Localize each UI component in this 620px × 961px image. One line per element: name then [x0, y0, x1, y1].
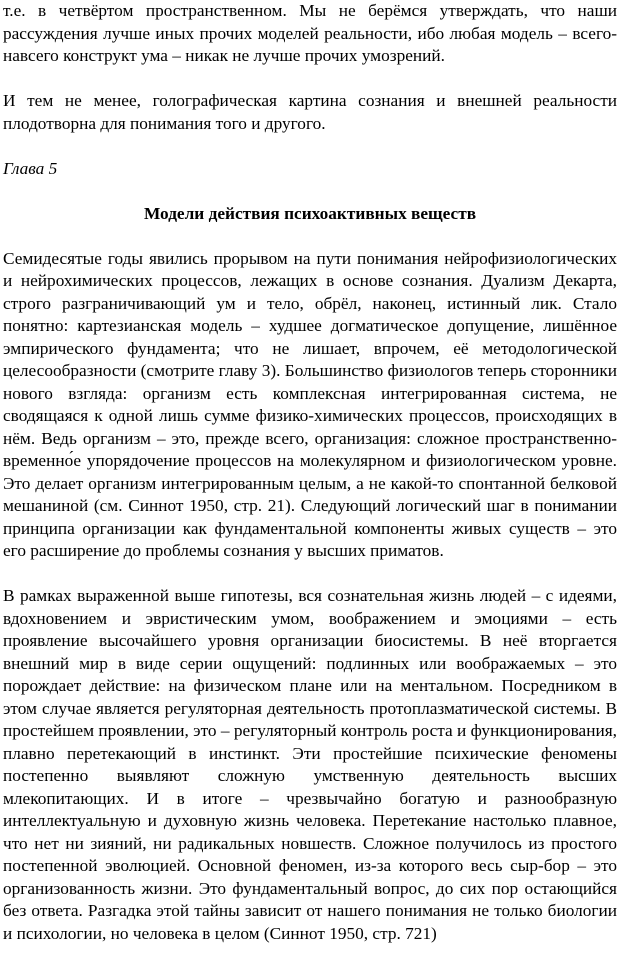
- body-paragraph-1: Семидесятые годы явились прорывом на пути понимания нейрофизиологических и нейрохимических процессов, лежащих в основе сознания. Дуализм Декарта, строго разграничивающий ум и тело, обрёл, наконец, истинный лик. Стало понятно: картезианская модель – худшее догматическое допущение, лишённое эмпирического фундамента; что не лишает, впрочем, её методологической целесообразности (смотрите главу 3). Большинство физиологов теперь сторонники нового взгляда: организм есть комплексная интегрированная система, не сводящаяся к одной лишь сумме физико-химических процессов, происходящих в нём. Ведь организм – это, прежде всего, организация: сложное пространственно-временно́е упорядочение процессов на молекулярном и физиологическом уровне. Это делает организм интегрированным целым, а не какой-то спонтанной белковой мешаниной (см. Синнот 1950, стр. 21). Следующий логический шаг в понимании принципа организации как фундаментальной компоненты живых существ – это его расширение до проблемы сознания у высших приматов.: [3, 248, 617, 560]
- paragraph-spacer: [3, 135, 617, 158]
- paragraph-spacer: [3, 180, 617, 203]
- paragraph-spacer: [3, 563, 617, 586]
- chapter-label: Глава 5: [3, 158, 58, 178]
- document-page: [3, 0, 617, 945]
- intro-paragraph: т.е. в четвёртом пространственном. Мы не берёмся утверждать, что наши рассуждения лучше иных прочих моделей реальности, ибо любая модель – всего-навсего конструкт ума – никак не лучше прочих умозрений.: [3, 1, 617, 65]
- paragraph-spacer: [3, 68, 617, 91]
- transition-paragraph: И тем не менее, голографическая картина сознания и внешней реальности плодотворна для понимания того и другого.: [3, 91, 617, 133]
- paragraph-spacer: [3, 225, 617, 248]
- chapter-title: Модели действия психоактивных веществ: [143, 203, 477, 223]
- body-paragraph-2: В рамках выраженной выше гипотезы, вся сознательная жизнь людей – с идеями, вдохновением и эвристическим умом, воображением и эмоциями – есть проявление высочайшего уровня организации биосистемы. В неё вторгается внешний мир в виде серии ощущений: подлинных или воображаемых – это порождает действие: на физическом плане или на ментальном. Посредником в этом случае является регуляторная деятельность протоплазматической системы. В простейшем проявлении, это – регуляторный контроль роста и функционирования, плавно перетекающий в инстинкт. Эти простейшие психические феномены постепенно выявляют сложную умственную деятельность высших млекопитающих. И в итоге – чрезвычайно богатую и разнообразную интеллектуальную и духовную жизнь человека. Перетекание настолько плавное, что нет ни зияний, ни радикальных новшеств. Сложное получилось из простого постепенной эволюцией. Основной феномен, из-за которого весь сыр-бор – это организованность жизни. Это фундаментальный вопрос, до сих пор остающийся без ответа. Разгадка этой тайны зависит от нашего понимания не только биологии и психологии, но человека в целом (Синнот 1950, стр. 721): [3, 586, 617, 943]
